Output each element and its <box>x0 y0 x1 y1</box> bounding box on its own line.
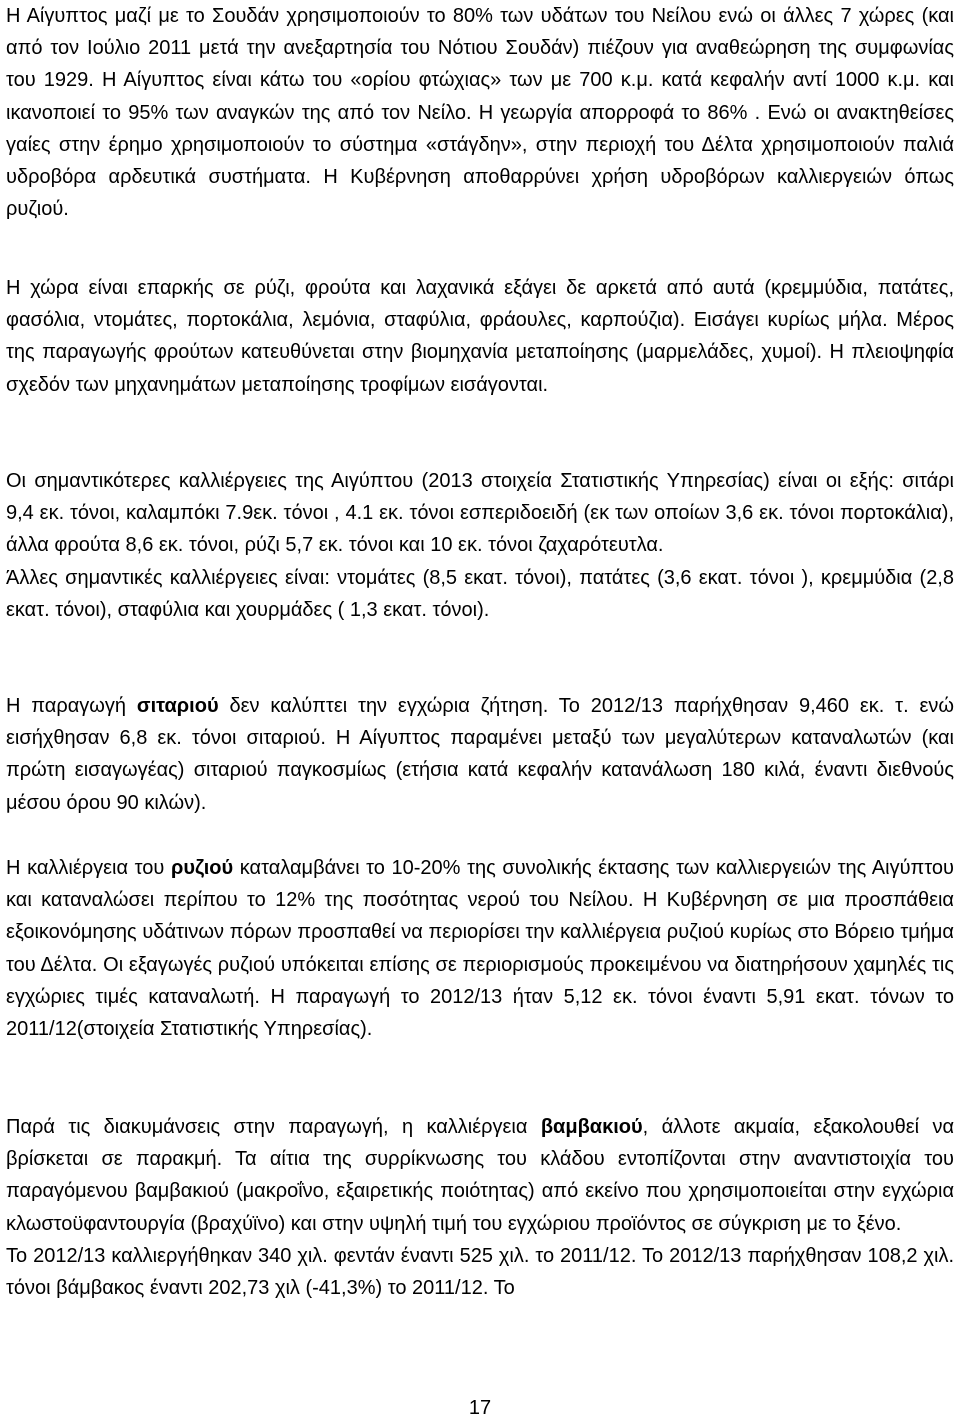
paragraph-main-crops <box>6 465 954 626</box>
cotton-text-before: Παρά τις διακυμάνσεις στην παραγωγή, η καλλιέργεια <box>6 1116 541 1138</box>
rice-text-after: καταλαμβάνει το 10-20% της συνολικής έκτασης των καλλιεργειών της Αιγύπτου και καταναλώσει περίπου το 12% της ποσότητας νερού του Νείλου. Η Κυβέρνηση σε μια προσπάθεια εξοικονόμησης υδάτινων πόρων προσπαθεί να περιορίσει την καλλιέργεια ρυζιού κυρίως στο Βόρειο τμήμα του Δέλτα. Οι εξαγωγές ρυζιού υπόκειται επίσης σε περιορισμούς προκειμένου να διατηρήσουν χαμηλές τις εγχώριες τιμές καταναλωτή. Η παραγωγή το 2012/13 ήταν 5,12 εκ. τόνοι έναντι 5,91 εκατ. τόνων το 2011/12(στοιχεία Στατιστικής Υπηρεσίας). <box>6 857 954 1041</box>
paragraph-main-crops-list: Οι σημαντικότερες καλλιέργειες της Αιγύπτου (2013 στοιχεία Στατιστικής Υπηρεσίας) είναι οι εξής: σιτάρι 9,4 εκ. τόνοι, καλαμπόκι 7.9εκ. τόνοι , 4.1 εκ. τόνοι εσπεριδοειδή (εκ των οποίων 3,6 εκ. τόνοι πορτοκάλια), άλλα φρούτα 8,6 εκ. τόνοι, ρύζι 5,7 εκ. τόνοι και 10 εκ. τόνοι ζαχαρότευτλα. <box>6 470 954 557</box>
paragraph-nile-water-usage: Η Αίγυπτος μαζί με το Σουδάν χρησιμοποιούν το 80% των υδάτων του Νείλου ενώ οι άλλες 7 χώρες (και από τον Ιούλιο 2011 μετά την ανεξαρτησία του Νότιου Σουδάν) πιέζουν για αναθεώρηση της συμφωνίας του 1929. Η Αίγυπτος είναι κάτω του «ορίου φτώχιας» των με 700 κ.μ. κατά κεφαλήν αντί 1000 κ.μ. και ικανοποιεί το 95% των αναγκών της από τον Νείλο. Η γεωργία απορροφά το 86% . Ενώ οι ανακτηθείσες γαίες στην έρημο χρησιμοποιούν το σύστημα «στάγδην», στην περιοχή του Δέλτα χρησιμοποιούν παλιά υδροβόρα αρδευτικά συστήματα. Η Κυβέρνηση αποθαρρύνει χρήση υδροβόρων καλλιεργειών όπως ρυζιού. <box>6 5 954 221</box>
paragraph-fruit-vegetable-exports: Η χώρα είναι επαρκής σε ρύζι, φρούτα και λαχανικά εξάγει δε αρκετά από αυτά (κρεμμύδια, πατάτες, φασόλια, ντομάτες, πορτοκάλια, λεμόνια, σταφύλια, φράουλες, καρπούζια). Εισάγει κυρίως μήλα. Μέρος της παραγωγής φρούτων κατευθύνεται στην βιομηχανία μεταποίησης (μαρμελάδες, χυμοί). Η πλειοψηφία σχεδόν των μηχανημάτων μεταποίησης τροφίμων εισάγονται. <box>6 277 954 396</box>
paragraph-other-crops-list: Άλλες σημαντικές καλλιέργειες είναι: ντομάτες (8,5 εκατ. τόνοι), πατάτες (3,6 εκατ. τόνοι ), κρεμμύδια (2,8 εκατ. τόνοι), σταφύλια και χουρμάδες ( 1,3 εκατ. τόνοι). <box>6 566 954 621</box>
rice-keyword: ρυζιού <box>171 857 234 879</box>
wheat-keyword: σιταριού <box>136 695 219 717</box>
paragraph-wheat-production <box>6 690 954 819</box>
paragraph-cotton-statistics: Το 2012/13 καλλιεργήθηκαν 340 χιλ. φεντάν έναντι 525 χιλ. το 2011/12. Το 2012/13 παρήχθησαν 108,2 χιλ. τόνοι βάμβακος έναντι 202,73 χιλ (-41,3%) το 2011/12. Το <box>6 1245 954 1300</box>
paragraph-rice-production <box>6 852 954 1045</box>
paragraph-cotton-production <box>6 1111 954 1240</box>
cotton-keyword: βαμβακιού <box>540 1116 643 1138</box>
rice-text-before: Η καλλιέργεια του <box>6 857 171 879</box>
wheat-text-before: Η παραγωγή <box>6 695 137 717</box>
cotton-text-after: , άλλοτε ακμαία, εξακολουθεί να βρίσκεται σε παρακμή. Τα αίτια της συρρίκνωσης του κλάδου εντοπίζονται στην αναντιστοιχία του παραγόμενου βαμβακιού (μακροΐνο, εξαιρετικής ποιότητας) από εκείνο που χρησιμοποιείται στην εγχώρια κλωστοϋφαντουργία (βραχύϊνο) και στην υψηλή τιμή του εγχώριου προϊόντος σε σύγκριση με το ξένο. <box>6 1116 955 1235</box>
page-number: 17 <box>468 1397 492 1419</box>
wheat-text-after: δεν καλύπτει την εγχώρια ζήτηση. Το 2012/13 παρήχθησαν 9,460 εκ. τ. ενώ εισήχθησαν 6,8 εκ. τόνοι σιταριού. Η Αίγυπτος παραμένει μεταξύ των μεγαλύτερων καταναλωτών (και πρώτη εισαγωγέας) σιταριού παγκοσμίως (ετήσια κατά κεφαλήν κατανάλωση 180 κιλά, έναντι διεθνούς μέσου όρου 90 κιλών). <box>6 695 955 814</box>
